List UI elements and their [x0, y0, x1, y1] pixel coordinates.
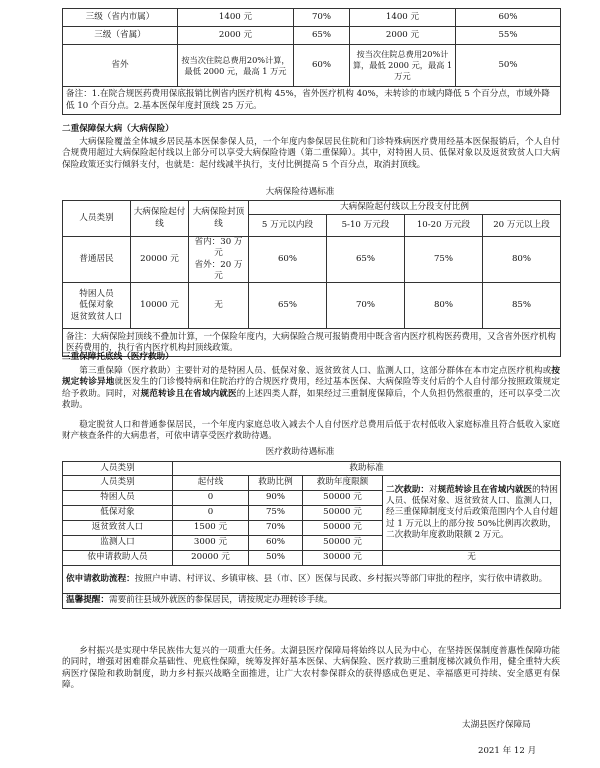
table-row: 省外 按当次住院总费用20%计算，最低 2000 元，最高 1 万元 60% 按当次住院总费用20%计算，最低 2000 元，最高 1 万元 50%: [63, 45, 561, 87]
table-caption: 医疗救助待遇标准: [265, 447, 335, 457]
signature-date: 2021 年 12 月: [478, 746, 537, 756]
table-header-row: 人员类别 起付线 救助比例 救助年度限额 二次救助：对规范转诊且在省域内就医的特困人员、低保对象、返贫致贫人口、监测人口，经三重保障制度支付后政策范围内个人自付超过 1 万元以上的部分按 50%比例再次救助，二次救助年度救助限额 2 万元。: [63, 476, 561, 491]
table-caption: 大病保险待遇标准: [265, 187, 335, 197]
table-note: 备注：大病保险封顶线不叠加计算，一个保险年度内，大病保险合规可报销费用中既含省内医疗机构医药费用，又含省外医疗机构医药费用的，执行省内医疗机构封顶线政策。: [63, 329, 561, 357]
table-row: 特困人员 0 90% 50000 元: [63, 491, 561, 506]
section-heading: 三重保障托底线（医疗救助）: [62, 352, 174, 362]
warm-tip: 温馨提醒：需要前往县域外就医的参保居民，请按规定办理转诊手续。: [63, 594, 561, 609]
table-row: 监测人口 3000 元 60% 50000 元: [63, 536, 561, 551]
paragraph: 稳定脱贫人口和普通参保居民，一个年度内家庭总收入减去个人自付医疗总费用后低于农村低收入家庭标准且符合低收入家庭财产核查条件的大病患者，可依申请享受医疗救助待遇。: [62, 420, 560, 442]
critical-illness-table: [62, 200, 561, 357]
closing-paragraph: 乡村振兴是实现中华民族伟大复兴的一项重大任务。太湖县医疗保障局将始终以人民为中心，在坚持医保制度普惠性保障功能的同时，增强对困难群众基础性、兜底性保障，统筹发挥好基本医保、大病保险、医疗救助三重制度梯次减负作用，健全重特大疾病医疗保险和救助制度，助力乡村振兴战略全面推进，让广大农村参保群众的获得感成色更足、幸福感更可持续、安全感更有保障。: [62, 646, 560, 691]
section-heading: 二重保障保大病（大病保险）: [62, 124, 174, 134]
table-note: 备注：1.在院合规医药费用保底报销比例省内医疗机构 45%，省外医疗机构 40%，未转诊的市域内降低 5 个百分点，市域外降低 10 个百分点。2.基本医保年度封顶线 25 万元。: [63, 87, 561, 115]
table-row: 普通居民 20000 元 省内：30 万元 省外：20 万元 60% 65% 75% 80%: [63, 237, 561, 283]
basic-insurance-table: [62, 8, 561, 115]
table-row: 低保对象 0 75% 50000 元: [63, 506, 561, 521]
table-note-row: [63, 594, 561, 609]
table-row: 依申请救助人员 20000 元 50% 30000 元 无: [63, 551, 561, 566]
apply-process: 依申请救助流程：按照户申请、村评议、乡镇审核、县（市、区）医保与民政、乡村振兴等部门审批的程序，实行依申请救助。: [63, 566, 561, 594]
table-row: 三级（省内市属） 1400 元 70% 1400 元 60%: [63, 9, 561, 27]
table-header-row: 人员类别 大病保险起付线 大病保险封顶线 大病保险起付线以上分段支付比例: [63, 201, 561, 215]
table-row: 三级（省属） 2000 元 65% 2000 元 55%: [63, 27, 561, 45]
table-row: 返贫致贫人口 1500 元 70% 50000 元: [63, 521, 561, 536]
table-note-row: [63, 87, 561, 115]
second-aid-cell: 二次救助：对规范转诊且在省域内就医的特困人员、低保对象、返贫致贫人口、监测人口，经三重保障制度支付后政策范围内个人自付超过 1 万元以上的部分按 50%比例再次救助，二次救助年度救助限额 2 万元。: [383, 476, 561, 551]
table-note-row: [63, 566, 561, 594]
table-header-row: 人员类别 救助标准: [63, 462, 561, 476]
paragraph: 第三重保障（医疗救助）主要针对的是特困人员、低保对象、返贫致贫人口、监测人口，这部分群体在本市定点医疗机构或按规定转诊异地就医发生的门诊慢特病和住院治疗的合规医疗费用，经过基本医保、大病保险等支付后的个人自付部分按照政策规定给予救助。同时，对规范转诊且在省域内就医的上述四类人群，如果经过三重制度保障后，个人负担仍然很重的，还可以享受二次救助。: [62, 366, 560, 411]
paragraph: 大病保险覆盖全体城乡居民基本医保参保人员，一个年度内参保居民住院和门诊特殊病医疗费用经基本医保报销后，个人自付合规费用超过大病保险起付线以上部分可以享受大病保险待遇（第二重保障）。其中，对特困人员、低保对象以及返贫致贫人口大病保险政策还实行倾斜支付，也就是：起付线减半执行，支付比例提高 5 个百分点，取消封顶线。: [62, 137, 560, 170]
medical-aid-table: [62, 461, 561, 609]
table-header-row: 5 万元以内段 5-10 万元段 10-20 万元段 20 万元以上段: [63, 215, 561, 237]
table-row: 特困人员 低保对象 返贫致贫人口 10000 元 无 65% 70% 80% 85%: [63, 283, 561, 329]
signature-org: 太湖县医疗保障局: [462, 720, 531, 730]
